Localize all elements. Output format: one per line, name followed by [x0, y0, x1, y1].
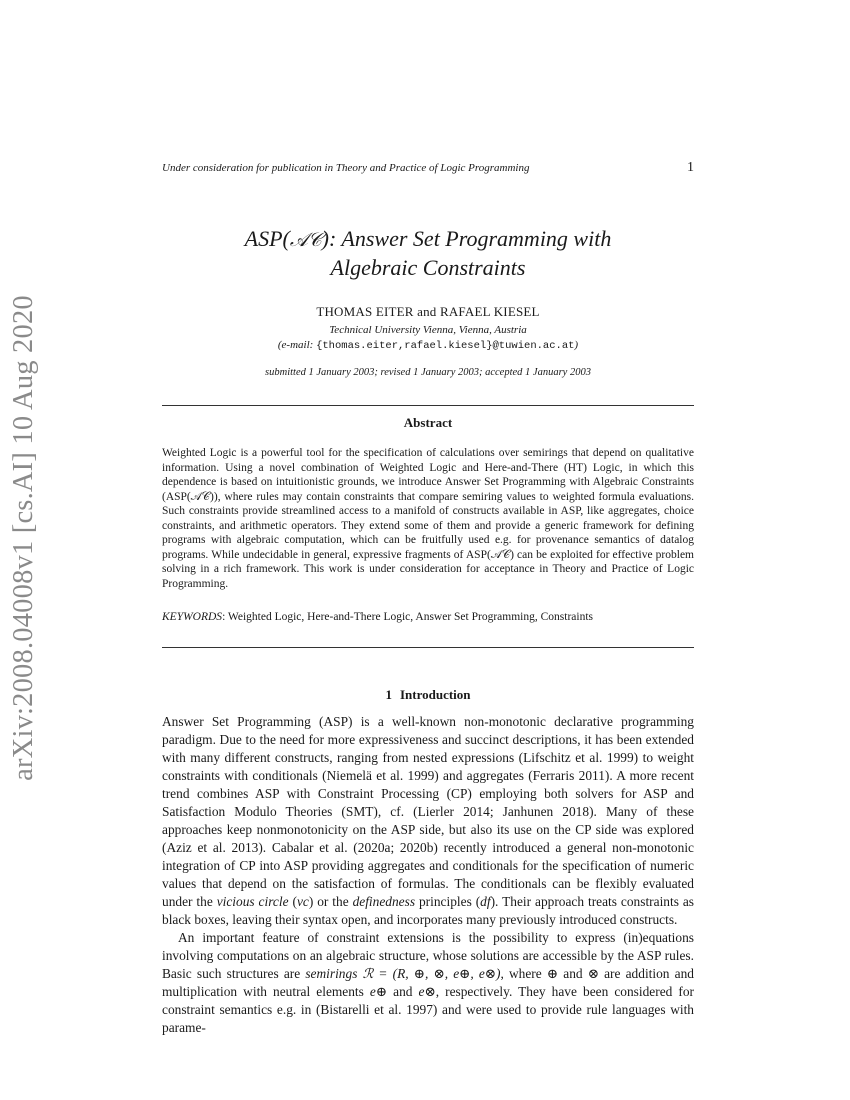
email-suffix: ) [574, 339, 579, 351]
definedness-term: definedness [352, 894, 416, 909]
p2-text-d: , respectively. They have been considered for constraint semantics e.g. in (Bistarelli et al. 1997) and were used to provide rule languages with parame- [162, 984, 695, 1035]
title-line1-rest: ): Answer Set Programming with [321, 226, 612, 251]
semirings-term: semirings [305, 966, 358, 981]
abstract-part3: ) can be exploited for effective problem solving in a rich framework. This work is under consideration for acceptance in Theory and Practice of Logic Programming. [162, 548, 694, 590]
email-address: {thomas.eiter,rafael.kiesel}@tuwien.ac.at [316, 340, 575, 352]
p1-text-e: ). Their approach treats constraints as black boxes, leaving their syntax open, and incorporates many previously introduced constructs. [162, 894, 695, 927]
arxiv-identifier: arXiv:2008.04008v1 [cs.AI] 10 Aug 2020 [8, 295, 39, 781]
title-prefix: ASP( [244, 226, 290, 251]
p1-text-b: ( [288, 894, 297, 909]
abstract-calligraphic-2: 𝒜𝒞 [490, 548, 511, 561]
running-head [162, 162, 694, 174]
email-line [162, 338, 694, 354]
section-title: Introduction [399, 687, 471, 702]
intro-paragraph-2 [162, 929, 694, 1037]
keywords-list: : Weighted Logic, Here-and-There Logic, Answer Set Programming, Constraints [222, 611, 593, 623]
p1-text-a: Answer Set Programming (ASP) is a well-known non-monotonic declarative programming paradigm. Due to the need for more expressiveness and succinct descriptions, it has been extended with many different constructs, ranging from nested expressions (Lifschitz et al. 1999) to weight constraints with conditionals (Niemelä et al. 1999) and aggregates (Ferraris 2011). A more recent trend combines ASP with Constraint Processing (CP) employing both solvers for ASP and Satisfaction Modulo Theories (SMT), cf. (Lierler 2014; Janhunen 2018). Many of these approaches keep nonmonotonicity on the ASP side, but also its use on the CP side was explored (Aziz et al. 2013). Cabalar et al. (2020a; 2020b) recently introduced a general non-monotonic integration of CP into ASP providing aggregates and conditionals for the specification of numeric values that depend on the satisfaction of formulas. The conditionals can be flexibly evaluated under the [162, 714, 694, 909]
section-heading-introduction [162, 687, 694, 703]
keywords-label: KEYWORDS [162, 611, 223, 623]
title-calligraphic-ac: 𝒜𝒞 [289, 229, 322, 251]
p1-text-c: ) or the [308, 894, 353, 909]
submission-dates: submitted 1 January 2003; revised 1 January 2003; accepted 1 January 2003 [265, 367, 591, 378]
affiliation: Technical University Vienna, Vienna, Austria [329, 324, 527, 336]
paper-title [162, 225, 694, 282]
p1-text-d: principles ( [415, 894, 481, 909]
semiring-tuple: ℛ = (R, ⊕, ⊗, e⊕, e⊗) [357, 966, 501, 981]
introduction-body [162, 713, 694, 1037]
email-prefix: (e-mail: [277, 339, 317, 351]
page-number: 1 [687, 160, 694, 175]
section-number: 1 [385, 687, 392, 702]
abstract-top-rule [162, 405, 694, 406]
p2-text-b: , where ⊕ and ⊗ are addition and multiplication with neutral elements [162, 966, 694, 999]
keywords-line [162, 611, 694, 623]
df-abbrev: df [480, 894, 491, 909]
neutral-plus: e⊕ [369, 984, 388, 999]
abstract-bottom-rule [162, 647, 694, 648]
vicious-circle-term: vicious circle [216, 894, 289, 909]
vc-abbrev: vc [296, 894, 309, 909]
author-names: THOMAS EITER and RAFAEL KIESEL [316, 304, 540, 319]
journal-line: Under consideration for publication in Theory and Practice of Logic Programming [162, 162, 530, 174]
affiliation-block [162, 323, 694, 354]
arxiv-sidebar [2, 296, 46, 780]
abstract-body [162, 446, 694, 591]
neutral-times: e⊗ [418, 984, 436, 999]
intro-paragraph-1 [162, 713, 694, 929]
p2-text-c: and [387, 984, 419, 999]
title-line2: Algebraic Constraints [330, 255, 526, 280]
abstract-part2: )), where rules may contain constraints that compare semiring values to weighted formula evaluations. Such constraints provide streamlined access to a manifold of constructs available in ASP, like aggregates, choice constraints, and arithmetic operators. They extend some of them and provide a generic framework for defining programs with algebraic computation, which can be fruitfully used e.g. for provenance semantics of datalog programs. While undecidable in general, expressive fragments of ASP( [162, 490, 694, 561]
abstract-heading: Abstract [403, 415, 453, 430]
abstract-calligraphic-1: 𝒜𝒞 [190, 490, 211, 503]
abstract-part1: Weighted Logic is a powerful tool for the specification of calculations over semirings that depend on qualitative information. Using a novel combination of Weighted Logic and Here-and-There (HT) Logic, in which this dependence is based on intuitionistic grounds, we introduce Answer Set Programming with Algebraic Constraints (ASP( [162, 447, 694, 503]
p2-text-a: An important feature of constraint extensions is the possibility to express (in)equations involving computations on an algebraic structure, whose solutions are accessible by the ASP rules. Basic such structures are [162, 930, 694, 981]
